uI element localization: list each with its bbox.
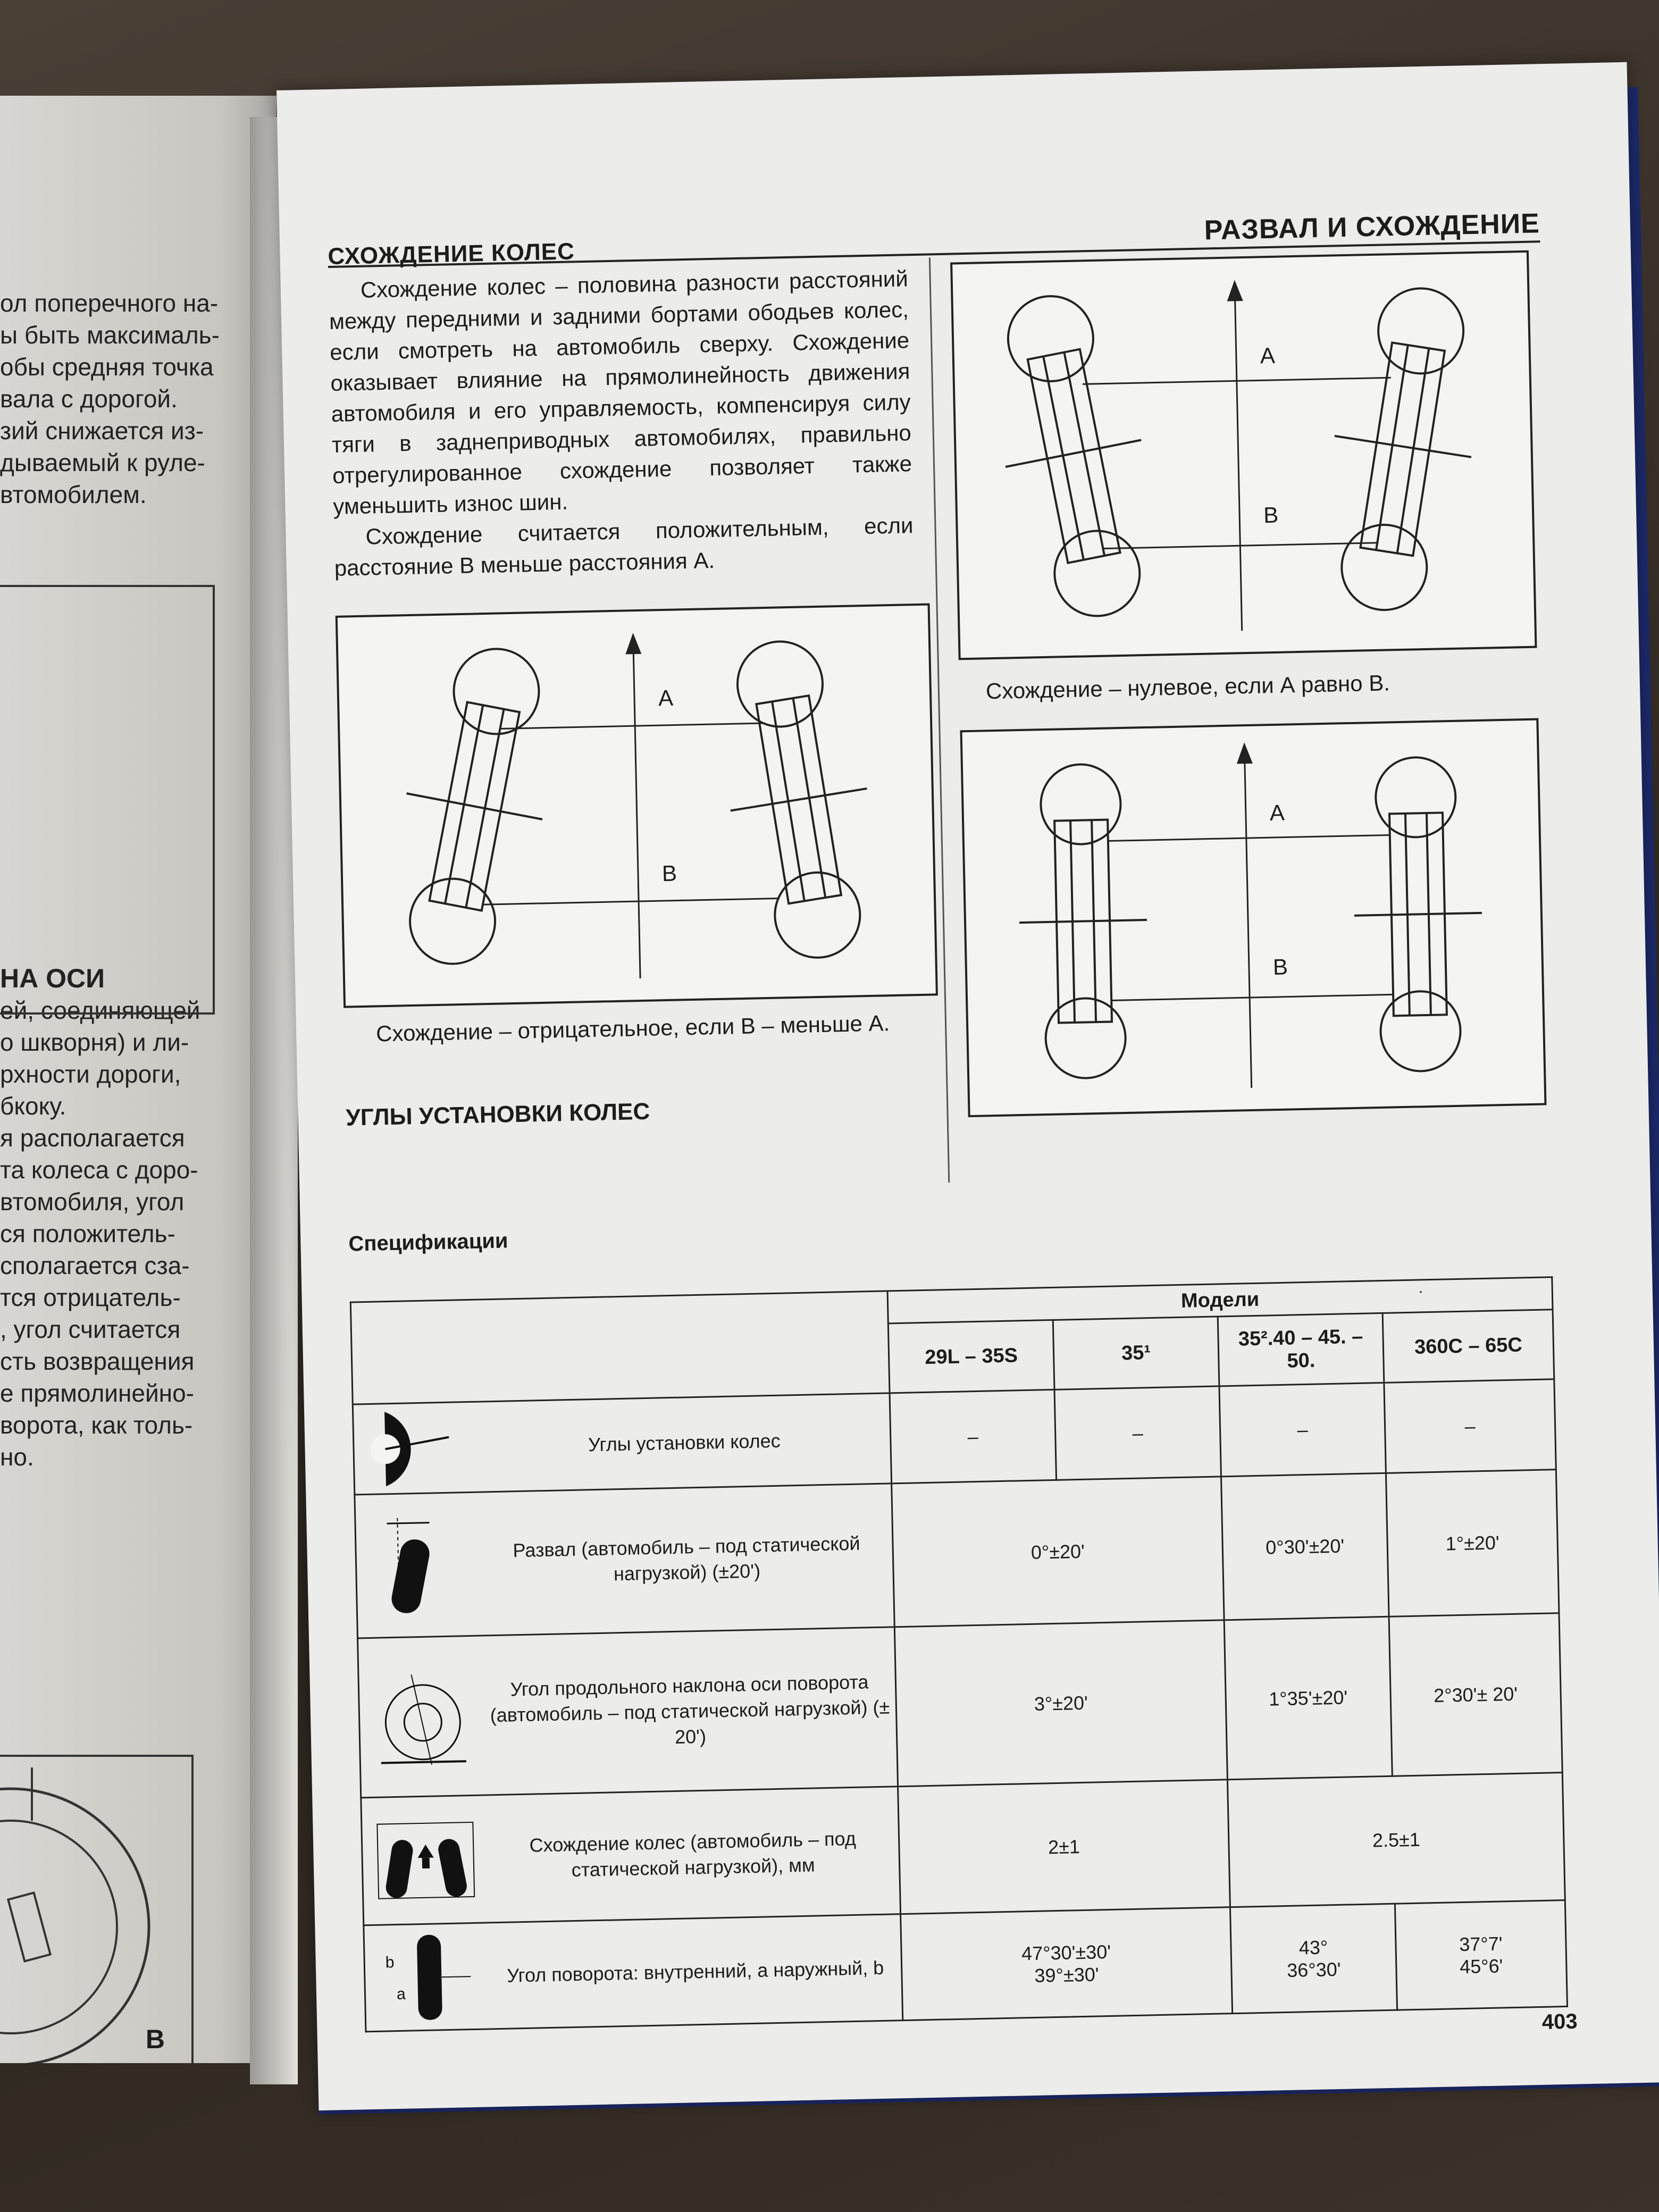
left-line: вала с дорогой. xyxy=(0,385,178,413)
label-b: B xyxy=(661,860,677,886)
param-cell xyxy=(353,1393,891,1495)
param-label: Углы установки колес xyxy=(588,1429,781,1455)
toe-positive-figure xyxy=(950,250,1537,660)
table-cell xyxy=(901,1907,1233,2021)
left-line: но. xyxy=(0,1443,34,1471)
param-label: Развал (автомобиль – под статической нагрузкой) (±20') xyxy=(513,1532,860,1585)
left-line: ей, соединяющей xyxy=(0,996,200,1024)
label-a: A xyxy=(658,685,674,711)
inner-angle: 43° xyxy=(1298,1936,1328,1958)
param-label: Схождение колес (автомобиль – под статической нагрузкой), мм xyxy=(529,1827,857,1881)
left-line: я располагается xyxy=(0,1124,185,1152)
table-cell: 3°±20' xyxy=(894,1620,1227,1787)
caption-negative: Схождение – отрицательное, если В – меньше А. xyxy=(375,1010,890,1046)
left-line: обы средняя точка xyxy=(0,353,214,381)
angles-title: УГЛЫ УСТАНОВКИ КОЛЕС xyxy=(345,1098,650,1131)
stray-mark: . xyxy=(1418,1279,1423,1297)
table-cell: 2±1 xyxy=(898,1780,1230,1914)
table-cell: 1°±20' xyxy=(1386,1470,1559,1617)
caster-icon xyxy=(368,1662,477,1771)
toe-negative-diagram xyxy=(338,606,936,1006)
table-cell: 0°30'±20' xyxy=(1221,1473,1389,1620)
left-line: бкоку. xyxy=(0,1092,66,1120)
table-row xyxy=(361,1773,1565,1925)
toe-positive-diagram xyxy=(952,253,1535,658)
table-cell: – xyxy=(1219,1382,1386,1476)
left-line: ся положитель- xyxy=(0,1220,175,1247)
table-cell: 1°35'±20' xyxy=(1224,1616,1392,1779)
specs-title: Спецификации xyxy=(348,1229,508,1256)
table-cell xyxy=(1230,1904,1397,2013)
wheel-diagram-icon xyxy=(0,1757,191,2063)
inner-angle: 37°7' xyxy=(1459,1932,1503,1955)
left-line: е прямолинейно- xyxy=(0,1379,194,1407)
param-cell xyxy=(361,1787,901,1925)
left-line: ол поперечного на- xyxy=(0,289,219,317)
paragraph: Схождение считается положительным, если расстояние В меньше расстояния А. xyxy=(334,513,914,581)
model-header: 35².40 – 45. – 50. xyxy=(1218,1313,1384,1386)
outer-angle: 45°6' xyxy=(1459,1954,1503,1978)
label-b: B xyxy=(1272,954,1288,980)
param-cell xyxy=(357,1627,898,1798)
left-line: та колеса с доро- xyxy=(0,1156,198,1184)
left-page xyxy=(0,96,276,2063)
camber-icon xyxy=(365,1511,474,1619)
table-cell: – xyxy=(1384,1379,1556,1473)
left-line: дываемый к руле- xyxy=(0,449,205,476)
wheel-angle-icon xyxy=(363,1394,471,1502)
left-line: сть возвращения xyxy=(0,1347,195,1375)
left-line: втомобилем. xyxy=(0,481,147,508)
param-cell xyxy=(355,1484,894,1638)
steering-angle-icon xyxy=(374,1923,482,2031)
left-line: о шкворня) и ли- xyxy=(0,1028,189,1056)
models-header: Модели xyxy=(887,1277,1553,1323)
param-label: Угол продольного наклона оси поворота (автомобиль – под статической нагрузкой) (± 20') xyxy=(490,1670,890,1748)
left-line: втомобиля, угол xyxy=(0,1188,185,1216)
left-line: сполагается сза- xyxy=(0,1252,190,1279)
table-cell: – xyxy=(890,1389,1056,1483)
svg-text:b: b xyxy=(385,1953,395,1971)
table-cell xyxy=(1395,1900,1567,2010)
param-cell xyxy=(364,1914,903,2032)
inner-angle: 47°30'±30' xyxy=(1021,1940,1111,1964)
table-cell: – xyxy=(1054,1386,1221,1480)
left-line: ворота, как толь- xyxy=(0,1411,193,1439)
left-page-wheel-figure xyxy=(0,1755,194,2063)
table-row xyxy=(357,1613,1562,1798)
table-cell: 2.5±1 xyxy=(1227,1773,1565,1907)
model-header: 35¹ xyxy=(1053,1317,1219,1389)
outer-angle: 36°30' xyxy=(1286,1958,1342,1981)
left-line: зий снижается из- xyxy=(0,417,204,445)
table-row xyxy=(355,1470,1559,1638)
left-page-figure-box xyxy=(0,585,215,1015)
model-header: 360C – 65C xyxy=(1382,1310,1554,1383)
toe-icon xyxy=(372,1806,480,1914)
left-line: ы быть максималь- xyxy=(0,321,220,349)
caption-zero: Схождение – нулевое, если А равно В. xyxy=(985,670,1390,704)
table-cell: 0°±20' xyxy=(892,1477,1225,1627)
model-header: 29L – 35S xyxy=(888,1320,1054,1393)
body-text xyxy=(328,263,914,584)
left-line: тся отрицатель- xyxy=(0,1284,181,1311)
param-label: Угол поворота: внутренний, а наружный, b xyxy=(506,1956,884,1987)
figure-label-b: B xyxy=(145,2024,165,2054)
table-cell: 2°30'± 20' xyxy=(1389,1613,1562,1777)
header-blank xyxy=(350,1291,890,1404)
paragraph: Схождение колес – половина разности расстояний между передними и задними бортами ободьев колес, если смотреть на автомобиль сверху. Схождение оказывает влияние на прямолинейность движения автомобиля и его управляемость, компенсируя силу тяги в заднеприводных автомобилях, правильно отрегулированное схождение позволяет также уменьшить износ шин. xyxy=(329,266,912,519)
section-title: СХОЖДЕНИЕ КОЛЕС xyxy=(328,238,575,270)
svg-text:a: a xyxy=(396,1985,406,2003)
left-heading: НА ОСИ xyxy=(0,963,105,993)
page-number: 403 xyxy=(1541,2009,1578,2034)
toe-zero-figure xyxy=(960,718,1546,1118)
right-page xyxy=(276,62,1659,2110)
label-b: B xyxy=(1263,502,1279,528)
label-a: A xyxy=(1269,800,1285,826)
label-a: A xyxy=(1260,342,1276,368)
toe-zero-diagram xyxy=(962,720,1545,1115)
running-head: РАЗВАЛ И СХОЖДЕНИЕ xyxy=(1204,208,1540,246)
outer-angle: 39°±30' xyxy=(1034,1963,1100,1987)
left-line: , угол считается xyxy=(0,1316,181,1343)
left-line: рхности дороги, xyxy=(0,1060,181,1088)
specs-table xyxy=(350,1276,1568,2032)
toe-negative-figure xyxy=(336,603,938,1008)
